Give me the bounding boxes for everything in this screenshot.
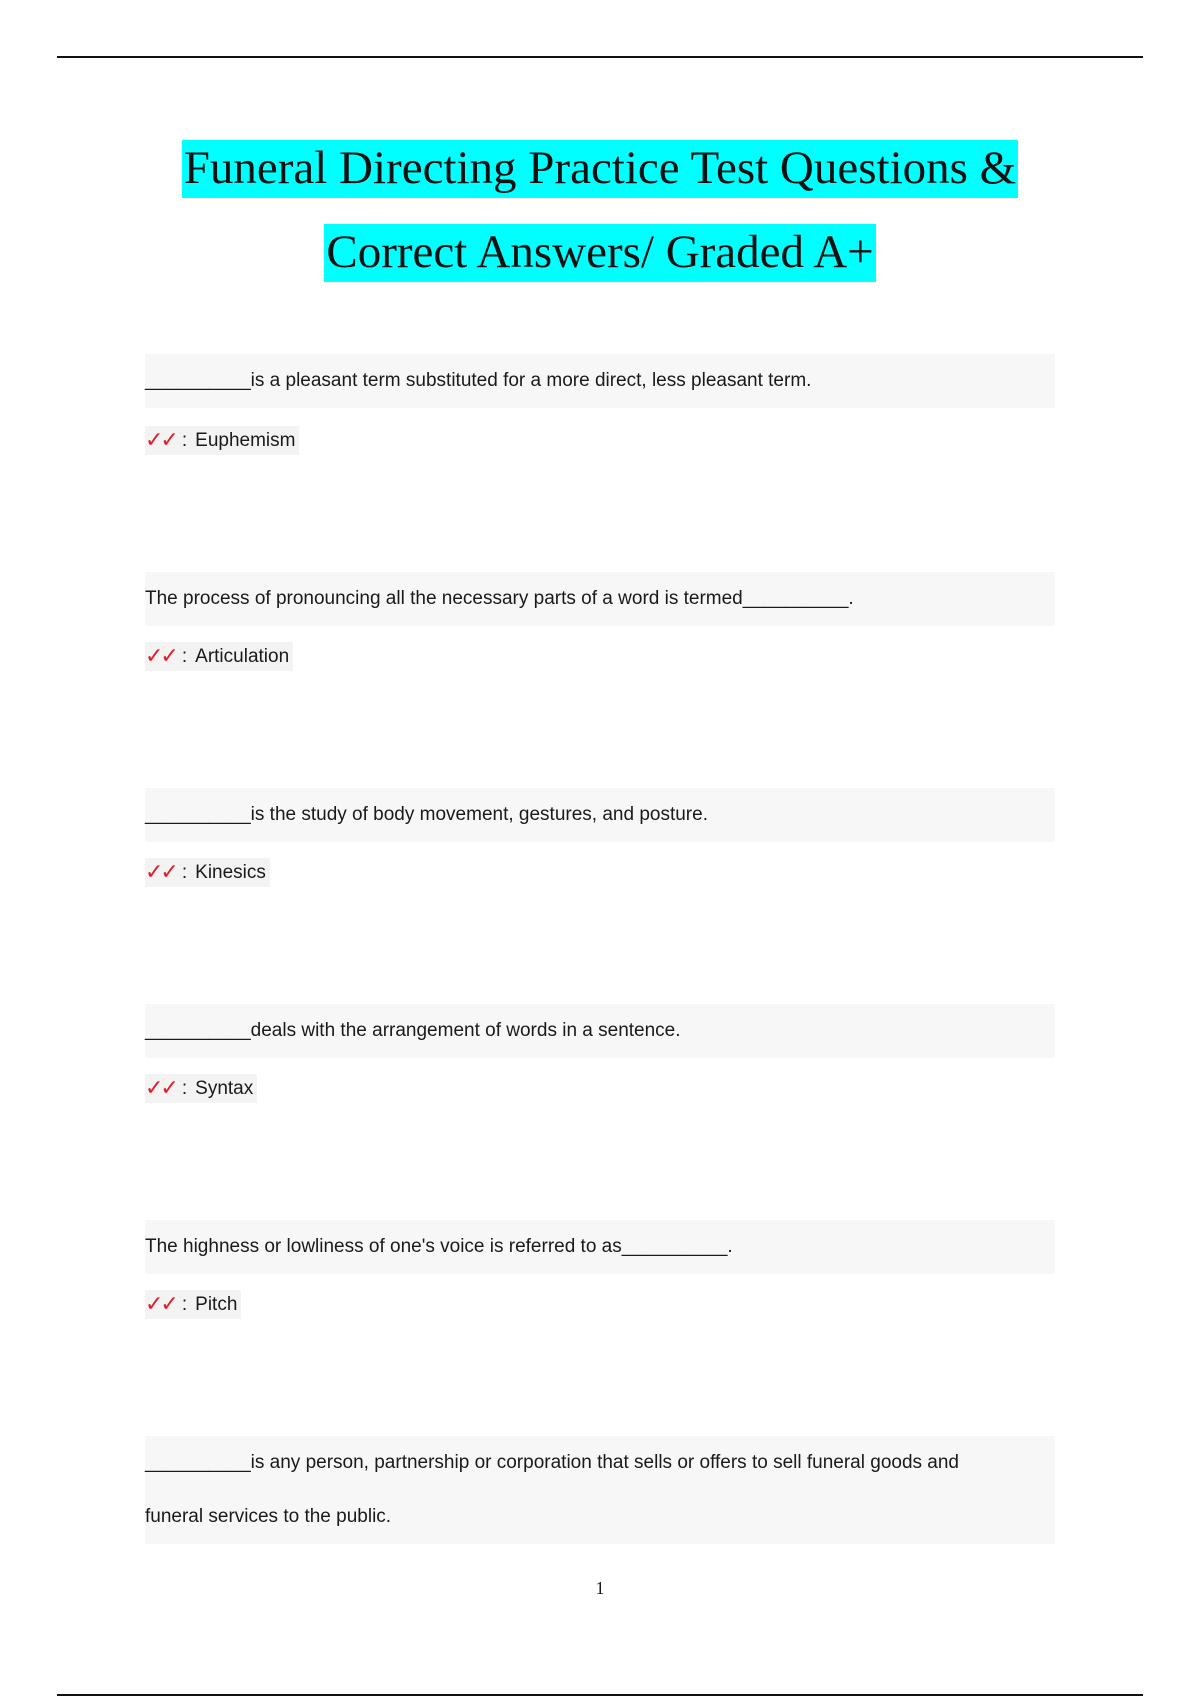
double-check-icon: ✓✓ [145, 1292, 176, 1317]
question-text-continued: funeral services to the public. [145, 1490, 1055, 1544]
qa-item-1 [145, 354, 1055, 453]
double-check-icon: ✓✓ [145, 428, 176, 453]
answer-row: ✓✓ : Pitch [145, 1290, 241, 1319]
title-line-1: Funeral Directing Practice Test Questions & [0, 140, 1200, 198]
page-number: 1 [595, 1578, 605, 1598]
answer-row: ✓✓ : Euphemism [145, 426, 299, 455]
question-text: __________is any person, partnership or corporation that sells or offers to sell funeral goods and [145, 1436, 1055, 1490]
qa-item-3 [145, 788, 1055, 885]
document-title [0, 140, 1200, 282]
question-text: __________is the study of body movement, gestures, and posture. [145, 788, 1055, 842]
question-text: The highness or lowliness of one's voice is referred to as__________. [145, 1220, 1055, 1274]
qa-item-4 [145, 1004, 1055, 1101]
answer-row: ✓✓ : Kinesics [145, 858, 270, 887]
answer-text: Kinesics [195, 861, 266, 883]
answer-text: Pitch [195, 1293, 238, 1315]
title-line-2: Correct Answers/ Graded A+ [0, 224, 1200, 282]
answer-text: Syntax [195, 1077, 254, 1099]
qa-item-6 [145, 1436, 1055, 1544]
bottom-rule [57, 1694, 1143, 1696]
question-text: __________deals with the arrangement of words in a sentence. [145, 1004, 1055, 1058]
question-text: __________is a pleasant term substituted for a more direct, less pleasant term. [145, 354, 1055, 408]
double-check-icon: ✓✓ [145, 1076, 176, 1101]
answer-text: Articulation [195, 645, 290, 667]
qa-item-2 [145, 572, 1055, 669]
double-check-icon: ✓✓ [145, 860, 176, 885]
answer-row: ✓✓ : Articulation [145, 642, 293, 671]
answer-text: Euphemism [195, 429, 296, 451]
top-rule [57, 56, 1143, 58]
double-check-icon: ✓✓ [145, 644, 176, 669]
answer-row: ✓✓ : Syntax [145, 1074, 257, 1103]
qa-item-5 [145, 1220, 1055, 1317]
question-text: The process of pronouncing all the necessary parts of a word is termed__________. [145, 572, 1055, 626]
